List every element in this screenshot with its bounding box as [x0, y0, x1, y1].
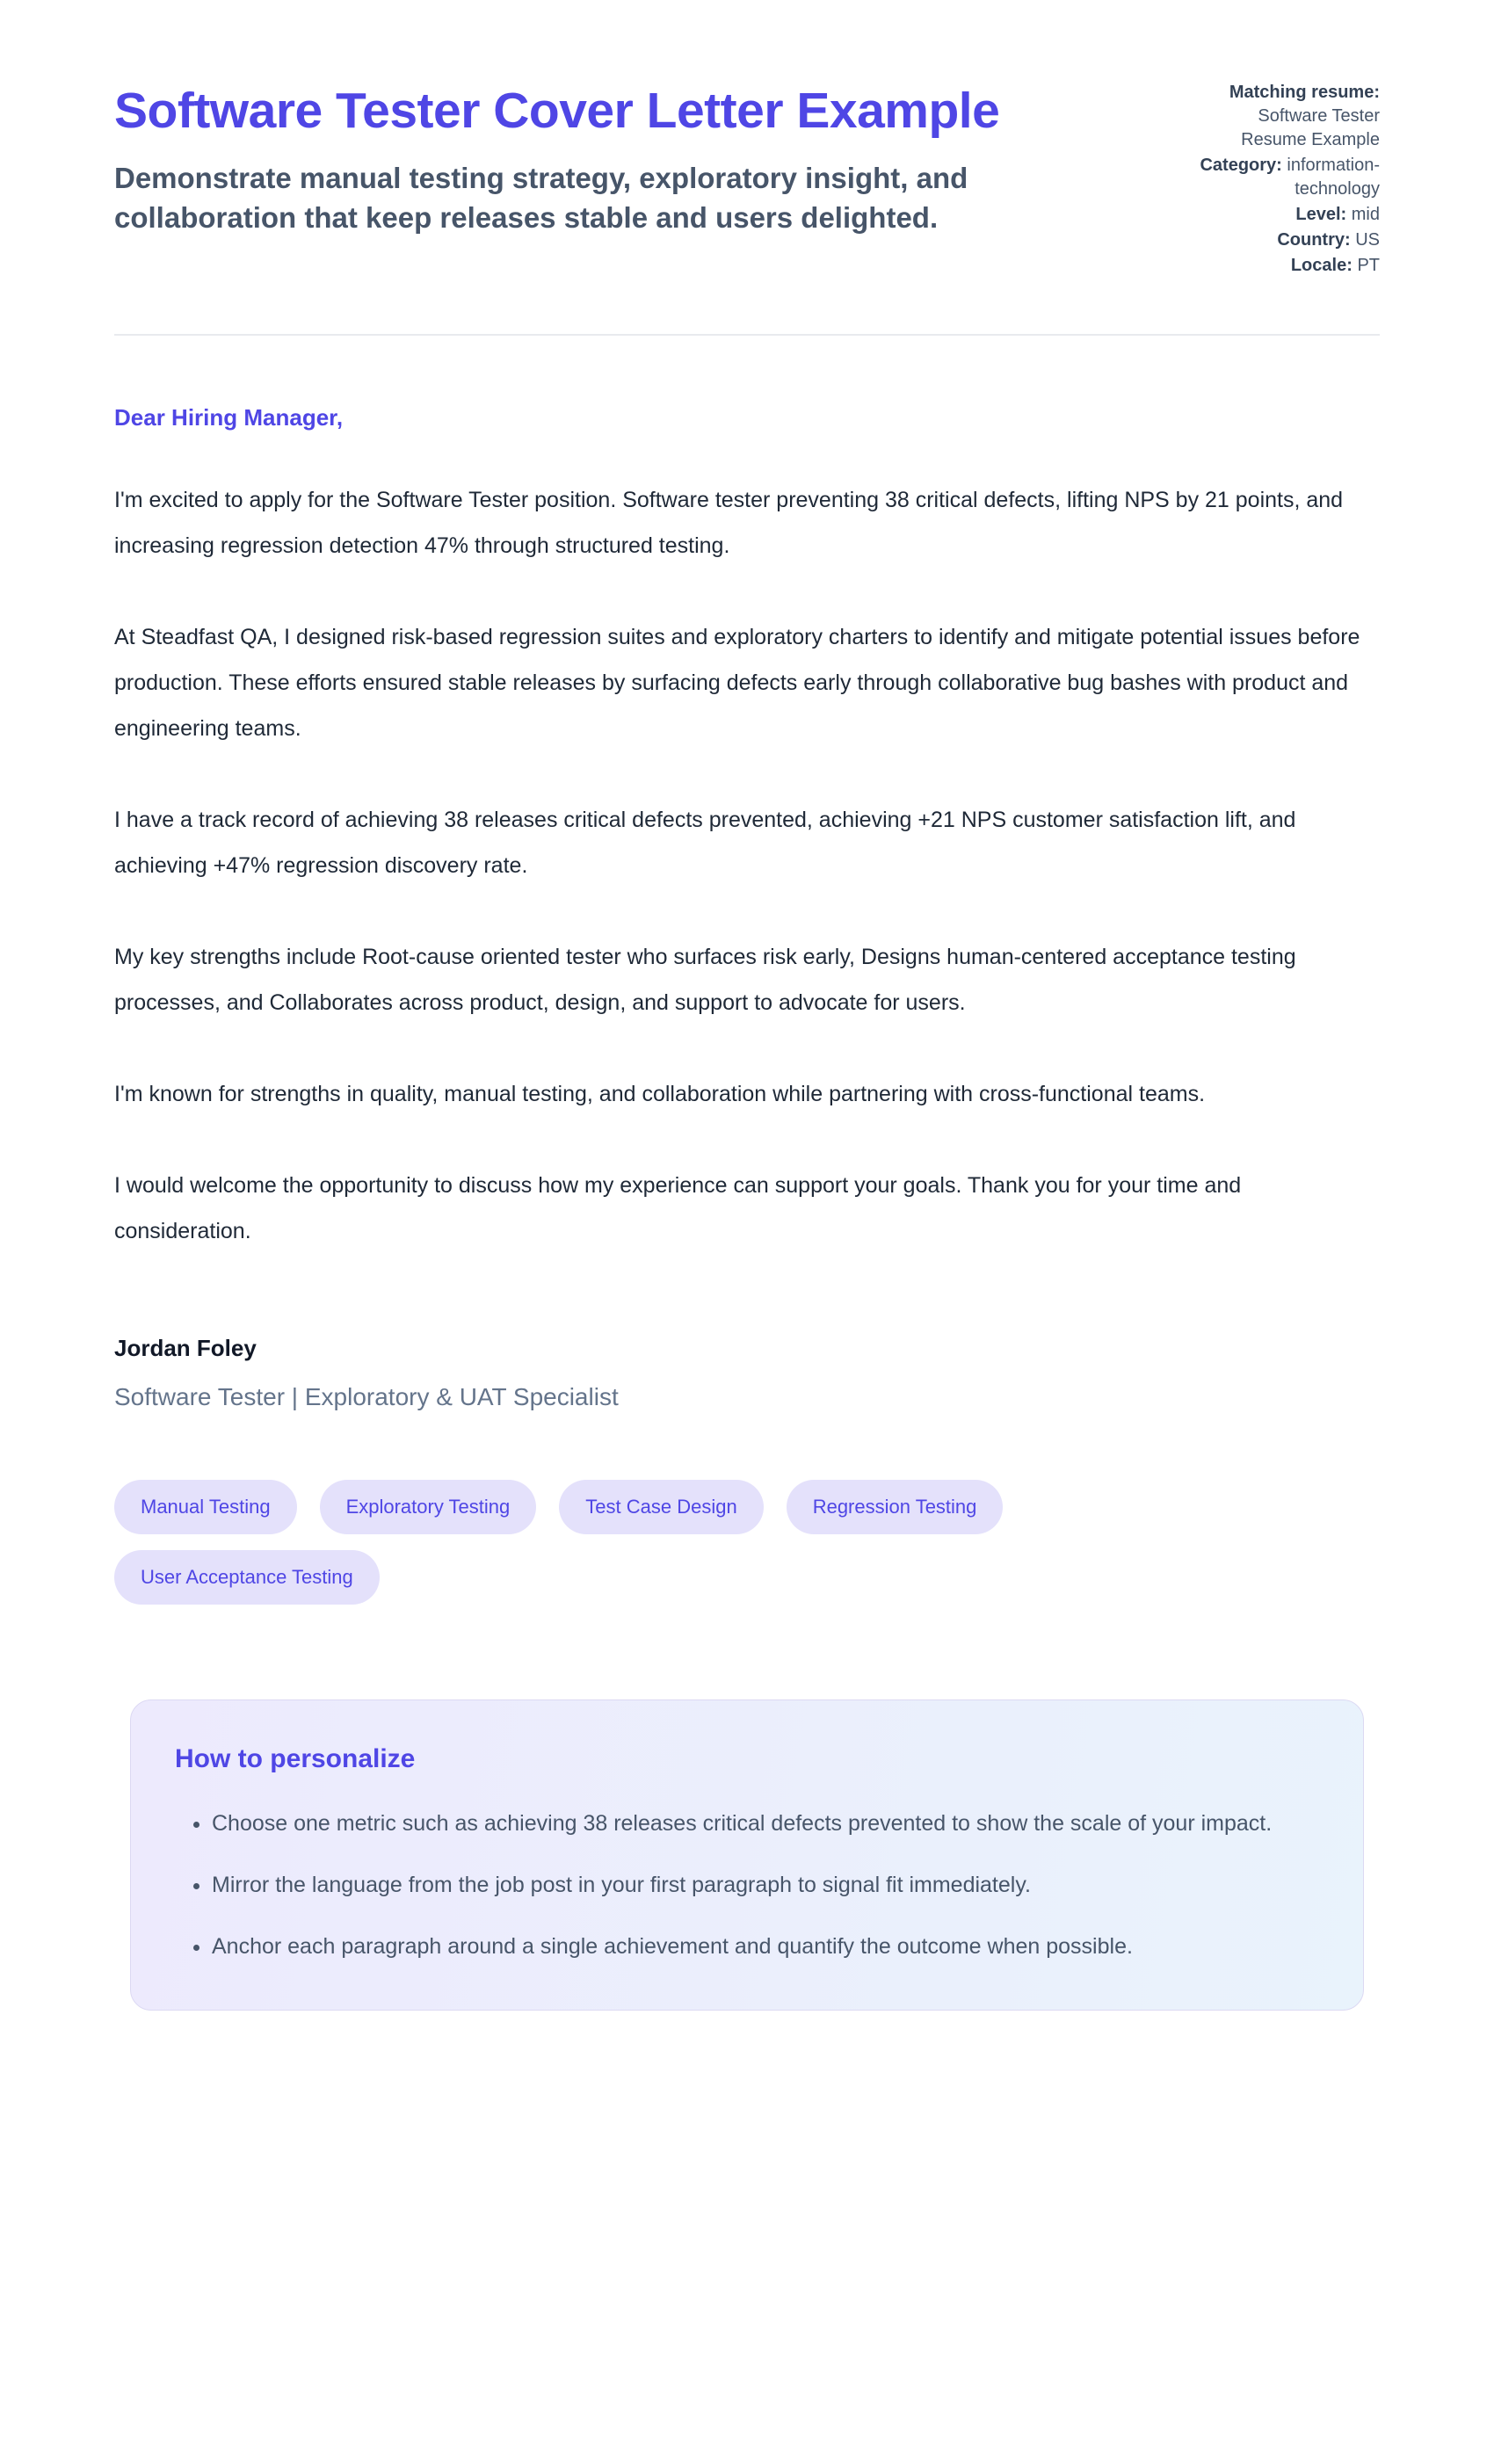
header: [114, 76, 1380, 279]
letter-paragraph: At Steadfast QA, I designed risk-based regression suites and exploratory charters to identify and mitigate potential issues before production. These efforts ensured stable releases by surfacing defects early through collaborative bug bashes with product and engineering teams.: [114, 625, 1360, 741]
header-title-block: [114, 76, 1002, 237]
skill-tag-list: [114, 1480, 1257, 1605]
page-title: Software Tester Cover Letter Example: [114, 83, 1000, 139]
skill-tag: Regression Testing: [787, 1480, 1004, 1534]
personalize-tip: • Mirror the language from the job post in your first paragraph to signal fit immediately.: [212, 1862, 1319, 1908]
meta-locale-value: PT: [1357, 256, 1380, 275]
skill-tag: Test Case Design: [559, 1480, 763, 1534]
letter-paragraph: I'm excited to apply for the Software Tester position. Software tester preventing 38 critical defects, lifting NPS by 21 points, and increasing regression detection 47% through structured testing.: [114, 488, 1344, 558]
meta-level-label: Level:: [1295, 205, 1347, 224]
meta-matching-resume-label: Matching resume:: [1229, 83, 1380, 102]
skill-tag: Exploratory Testing: [320, 1480, 537, 1534]
header-divider: [114, 334, 1380, 336]
personalize-tip-list: [175, 1801, 1319, 1969]
personalize-callout: [130, 1699, 1364, 2011]
meta-country: [1193, 228, 1380, 252]
meta-category: [1193, 154, 1380, 201]
letter-paragraph: I'm known for strengths in quality, manual testing, and collaboration while partnering with cross-functional teams.: [114, 1082, 1206, 1106]
letter-paragraph: I have a track record of achieving 38 releases critical defects prevented, achieving +21 NPS customer satisfaction lift, and achieving +47% regression discovery rate.: [114, 808, 1296, 878]
meta-panel: [1193, 76, 1380, 279]
meta-category-label: Category:: [1200, 156, 1282, 175]
meta-level-value: mid: [1351, 205, 1380, 224]
personalize-tip: • Choose one metric such as achieving 38 releases critical defects prevented to show the scale of your impact.: [212, 1801, 1319, 1846]
letter-body: [114, 404, 1380, 1411]
skill-tag: Manual Testing: [114, 1480, 297, 1534]
meta-country-label: Country:: [1277, 230, 1351, 250]
meta-locale: [1193, 254, 1380, 278]
meta-matching-resume-value: Software Tester Resume Example: [1241, 106, 1380, 149]
personalize-heading: How to personalize: [175, 1744, 416, 1773]
signature-name: Jordan Foley: [114, 1335, 257, 1361]
meta-level: [1193, 203, 1380, 227]
meta-country-value: US: [1355, 230, 1380, 250]
meta-category-value: information-technology: [1287, 156, 1380, 199]
personalize-tip: • Anchor each paragraph around a single achievement and quantify the outcome when possible.: [212, 1924, 1319, 1969]
page-subtitle: Demonstrate manual testing strategy, exploratory insight, and collaboration that keep releases stable and users delighted.: [114, 162, 968, 234]
skill-tag: User Acceptance Testing: [114, 1550, 380, 1605]
meta-locale-label: Locale:: [1290, 256, 1353, 275]
letter-paragraph: My key strengths include Root-cause oriented tester who surfaces risk early, Designs human-centered acceptance testing processes, and Collaborates across product, design, and support to advocate for users.: [114, 945, 1296, 1015]
letter-paragraph: I would welcome the opportunity to discuss how my experience can support your goals. Thank you for your time and consideration.: [114, 1173, 1242, 1243]
signature-role: Software Tester | Exploratory & UAT Specialist: [114, 1383, 619, 1410]
meta-matching-resume: [1193, 81, 1380, 152]
letter-greeting: Dear Hiring Manager,: [114, 404, 344, 431]
